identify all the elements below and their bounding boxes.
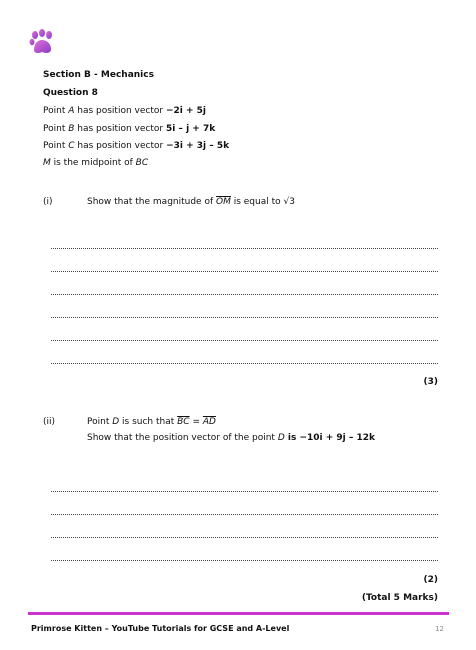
point-desc: has position vector [74, 124, 166, 134]
answer-line[interactable] [51, 537, 438, 538]
point-desc: has position vector [74, 141, 167, 151]
vector-ad: $\overline{AD}$ [202, 417, 216, 427]
answer-line[interactable] [51, 560, 438, 561]
answer-line[interactable] [51, 317, 438, 318]
point-name: A [68, 106, 75, 116]
footer-credit: Primrose Kitten – YouTube Tutorials for GCSE and A-Level [31, 624, 290, 633]
answer-line[interactable] [51, 363, 438, 364]
answer-line[interactable] [51, 491, 438, 492]
part-i-label: (i) [43, 197, 53, 207]
point-name: B [68, 124, 75, 134]
part-ii-line1 [87, 416, 216, 428]
point-prefix: Point [43, 124, 69, 134]
point-name: D [112, 417, 120, 427]
answer-line[interactable] [51, 340, 438, 341]
part-ii-label: (ii) [43, 417, 56, 427]
point-name: C [68, 141, 75, 151]
point-c-line [43, 140, 229, 152]
midpoint-line [43, 157, 148, 169]
point-prefix: Point [43, 106, 69, 116]
point-b-line [43, 123, 215, 135]
part-i-marks: (3) [423, 377, 438, 387]
total-marks: (Total 5 Marks) [361, 593, 438, 603]
position-vector: is −10i + 9j – 12k [284, 433, 376, 443]
question-text: Show that the position vector of the point [87, 433, 278, 443]
position-vector: −2i + 5j [165, 106, 206, 116]
vector-om: $\overline{OM}$ [216, 197, 231, 207]
paw-icon [28, 28, 56, 56]
question-text: Point [87, 417, 113, 427]
question-label: Question 8 [43, 88, 98, 98]
answer-line[interactable] [51, 294, 438, 295]
footer-divider [28, 612, 449, 615]
midpoint-name: M [43, 158, 51, 168]
question-text: is such that [119, 417, 178, 427]
page-number: 12 [435, 625, 444, 633]
point-prefix: Point [43, 141, 69, 151]
midpoint-desc: is the midpoint of [50, 158, 136, 168]
answer-line[interactable] [51, 248, 438, 249]
part-ii-line2 [87, 432, 375, 444]
answer-line[interactable] [51, 271, 438, 272]
point-a-line [43, 105, 206, 117]
vector-bc: $\overline{BC}$ [177, 417, 190, 427]
section-title: Section B - Mechanics [43, 70, 154, 80]
position-vector: 5i – j + 7k [165, 124, 216, 134]
answer-line[interactable] [51, 514, 438, 515]
question-text: Show that the magnitude of [87, 197, 216, 207]
part-ii-marks: (2) [423, 575, 438, 585]
equals-sign: = [189, 417, 203, 427]
point-desc: has position vector [74, 106, 166, 116]
part-i-question [87, 196, 295, 208]
question-text: is equal to √3 [230, 197, 295, 207]
position-vector: −3i + 3j – 5k [166, 141, 230, 151]
point-name: D [277, 433, 285, 443]
segment-name: BC [135, 158, 149, 168]
